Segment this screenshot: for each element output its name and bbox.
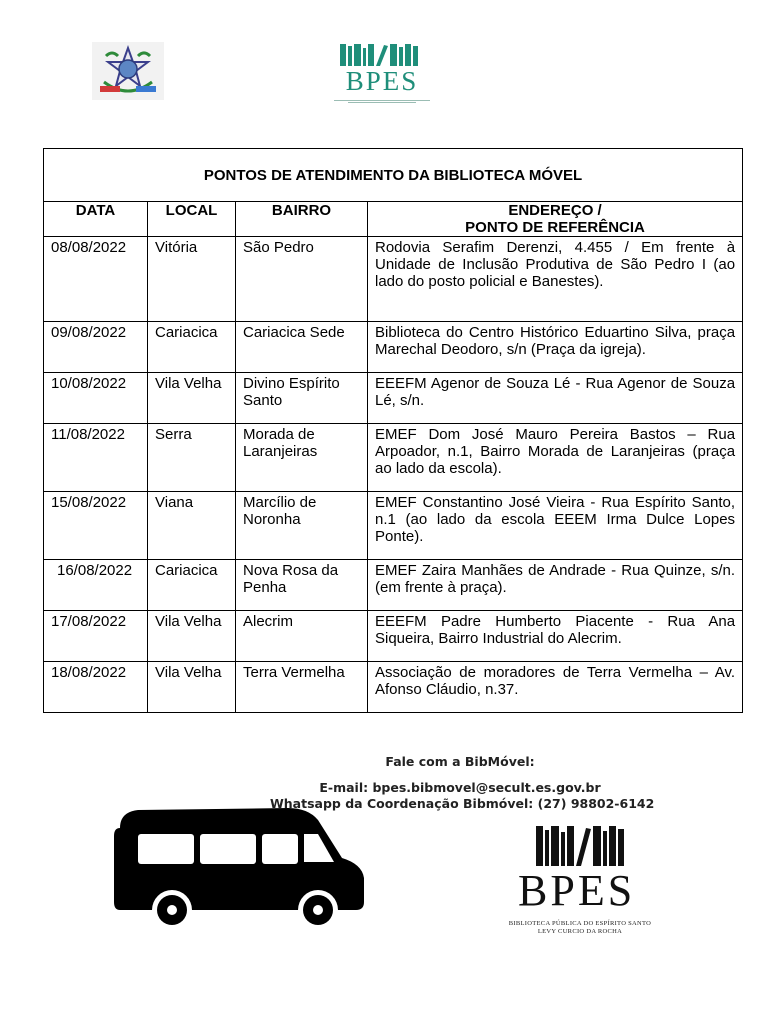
logo-subtitle: BIBLIOTECA PÚBLICA DO ESPÍRITO SANTO [508,920,652,927]
cell-date: 10/08/2022 [51,375,127,392]
cell-bairro: Terra Vermelha [243,664,345,681]
cell-endereco: Rodovia Serafim Derenzi, 4.455 / Em frente à Unidade de Inclusão Produtiva de São Pedro I (ao lado do posto policial e Banestes). [375,239,736,290]
cell-date: 11/08/2022 [51,426,125,443]
bpes-logo-top [330,42,434,100]
cell-endereco: EMEF Constantino José Vieira - Rua Espírito Santo, n.1 (ao lado da escola EEEM Irma Dulce Lopes Ponte). [375,494,736,545]
cell-endereco: Associação de moradores de Terra Vermelha – Av. Afonso Cláudio, n.37. [375,664,736,698]
cell-local: Cariacica [155,324,218,341]
table-header-row [44,202,743,237]
cell-endereco: EMEF Zaira Manhães de Andrade - Rua Quinze, s/n. (em frente à praça). [375,562,736,596]
cell-bairro: Alecrim [243,613,294,630]
cell-endereco: EEEFM Agenor de Souza Lé - Rua Agenor de Souza Lé, s/n. [375,375,736,409]
table-title-row [44,149,743,202]
table-title: PONTOS DE ATENDIMENTO DA BIBLIOTECA MÓVEL [44,149,743,202]
column-header-local: LOCAL [148,202,236,237]
cell-local: Vitória [155,239,198,256]
schedule-table [43,148,743,713]
cell-endereco: EEEFM Padre Humberto Piacente - Rua Ana Siqueira, Bairro Industrial do Alecrim. [375,613,736,647]
contact-heading: Fale com a BibMóvel: [385,754,535,769]
contact-block [270,754,655,812]
cell-local: Serra [155,426,192,443]
bpes-logo-text: BPES [518,866,636,915]
column-header-endereco [368,202,743,237]
column-header-date: DATA [44,202,148,237]
cell-date: 16/08/2022 [57,562,133,579]
cell-bairro: Morada de Laranjeiras [243,426,318,460]
cell-date: 18/08/2022 [51,664,127,681]
column-header-bairro: BAIRRO [236,202,368,237]
table-row [44,373,743,424]
table-row [44,424,743,492]
contact-email[interactable]: E-mail: bpes.bibmovel@secult.es.gov.br [319,780,601,795]
books-icon [340,42,424,66]
cell-local: Vila Velha [155,613,222,630]
column-header-endereco-line2: PONTO DE REFERÊNCIA [465,219,645,236]
table-row [44,492,743,560]
cell-local: Vila Velha [155,375,222,392]
table-row [44,322,743,373]
cell-bairro: Cariacica Sede [243,324,345,341]
cell-local: Viana [155,494,194,511]
cell-endereco: Biblioteca do Centro Histórico Eduartino Silva, praça Marechal Deodoro, s/n (Praça da igreja). [375,324,736,358]
books-icon [536,822,632,866]
column-header-endereco-line1: ENDEREÇO / [508,202,602,219]
cell-bairro: Divino Espírito Santo [243,375,340,409]
cell-date: 15/08/2022 [51,494,127,511]
cell-endereco: EMEF Dom José Mauro Pereira Bastos – Rua Arpoador, n.1, Bairro Morada de Laranjeiras (praça ao lado da escola). [375,426,736,477]
logo-subtitle-line [334,100,430,101]
bpes-logo-bottom [500,822,660,938]
bpes-logo-text: BPES [345,66,419,96]
cell-local: Vila Velha [155,664,222,681]
cell-date: 17/08/2022 [51,613,127,630]
logo-subtitle: LEVY CURCIO DA ROCHA [537,928,623,935]
cell-bairro: Marcílio de Noronha [243,494,317,528]
state-crest-logo [92,42,164,100]
cell-date: 08/08/2022 [51,239,127,256]
table-row [44,560,743,611]
table-row [44,237,743,322]
table-row [44,611,743,662]
contact-whatsapp: Whatsapp da Coordenação Bibmóvel: (27) 98802-6142 [270,796,655,811]
table-row [44,662,743,713]
cell-bairro: São Pedro [243,239,314,256]
cell-date: 09/08/2022 [51,324,127,341]
van-icon [112,806,366,930]
cell-bairro: Nova Rosa da Penha [243,562,339,596]
cell-local: Cariacica [155,562,218,579]
logo-subtitle-line [348,102,416,103]
